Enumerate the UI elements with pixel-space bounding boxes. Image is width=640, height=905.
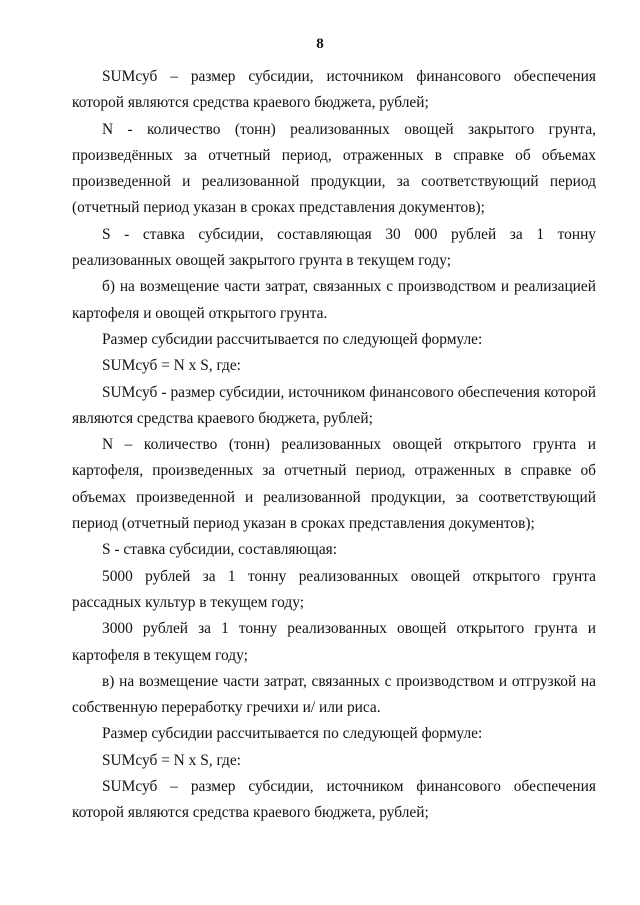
paragraph-rate-seedlings: 5000 рублей за 1 тонну реализованных овощей открытого грунта рассадных культур в текущем году; <box>72 567 596 611</box>
paragraph-sum-definition: SUMсуб - размер субсидии, источником финансового обеспечения которой являются средства краевого бюджета, рублей; <box>72 383 596 427</box>
paragraph-formula: SUMсуб = N x S, где: <box>102 751 241 769</box>
paragraph-rate-potatoes: 3000 рублей за 1 тонну реализованных овощей открытого грунта и картофеля в текущем году; <box>72 620 596 664</box>
paragraph-formula: SUMсуб = N x S, где: <box>102 357 241 375</box>
paragraph-n-definition: N – количество (тонн) реализованных овощей открытого грунта и картофеля, произведенных за отчетный период, отраженных в справке об объемах произведенной и реализованной продукции, за соответствующий период (отчетный период указан в сроках представления документов); <box>72 436 596 533</box>
paragraph-n-definition: N - количество (тонн) реализованных овощей закрытого грунта, произведённых за отчетный период, отраженных в справке об объемах произведенной и реализованной продукции, за соответствующий период (отчетный период указан в сроках представления документов); <box>72 120 596 217</box>
paragraph-s-rate-intro: S - ставка субсидии, составляющая: <box>102 541 338 559</box>
paragraph-sum-definition: SUMсуб – размер субсидии, источником финансового обеспечения которой являются средства краевого бюджета, рублей; <box>72 68 596 112</box>
paragraph-sum-definition: SUMсуб – размер субсидии, источником финансового обеспечения которой являются средства краевого бюджета, рублей; <box>72 778 596 822</box>
paragraph-item-b: б) на возмещение части затрат, связанных с производством и реализацией картофеля и овощей открытого грунта. <box>72 278 596 322</box>
document-body <box>72 64 596 827</box>
paragraph-s-rate: S - ставка субсидии, составляющая 30 000 рублей за 1 тонну реализованных овощей закрытого грунта в текущем году; <box>72 225 596 270</box>
page-number: 8 <box>316 36 324 52</box>
paragraph-formula-intro: Размер субсидии рассчитывается по следующей формуле: <box>102 330 483 348</box>
paragraph-formula-intro: Размер субсидии рассчитывается по следующей формуле: <box>102 725 483 743</box>
paragraph-item-v: в) на возмещение части затрат, связанных с производством и отгрузкой на собственную переработку гречихи и/ или риса. <box>72 672 596 717</box>
